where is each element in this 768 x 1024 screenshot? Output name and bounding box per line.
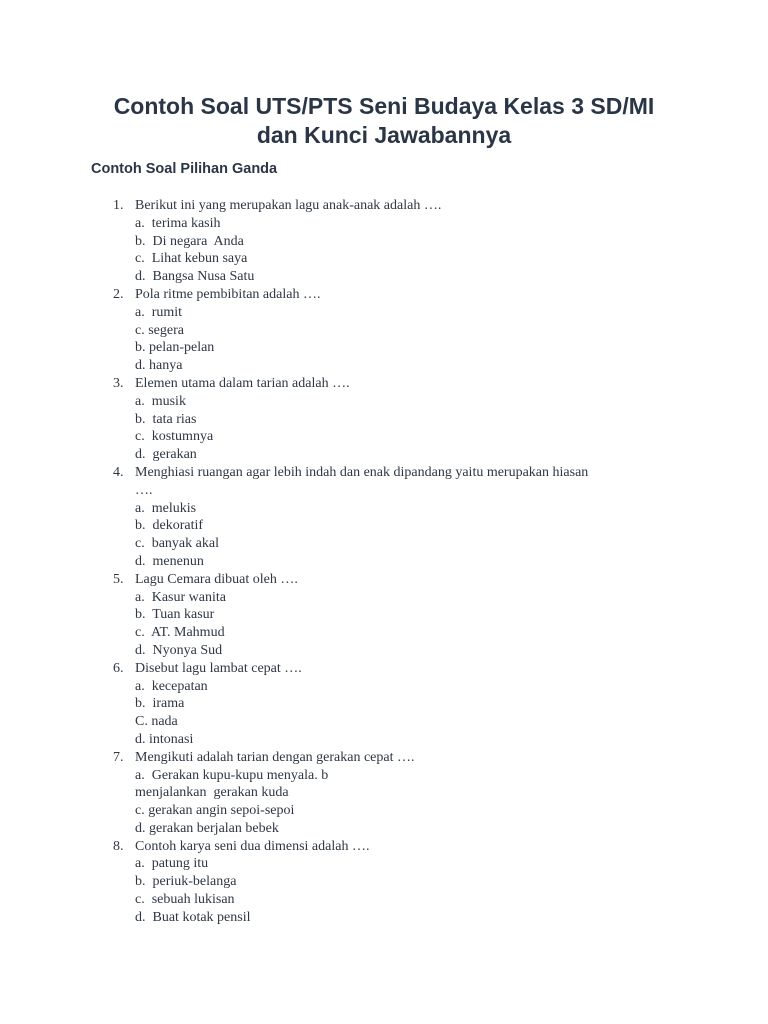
answer-option: b. tata rias	[135, 411, 197, 427]
answer-option: a. melukis	[135, 500, 197, 516]
answer-option: menjalankan gerakan kuda	[135, 785, 289, 801]
question-text: Menghiasi ruangan agar lebih indah dan enak dipandang yaitu merupakan hiasan	[135, 464, 589, 480]
answer-option: c. banyak akal	[135, 536, 219, 552]
question-item	[0, 571, 768, 660]
question-text: Contoh karya seni dua dimensi adalah ….	[135, 838, 370, 854]
answer-option: b. irama	[135, 696, 185, 712]
answer-option: c. gerakan angin sepoi-sepoi	[135, 803, 295, 819]
answer-option: b. Tuan kasur	[135, 607, 215, 623]
question-item	[0, 749, 768, 838]
answer-option: a. musik	[135, 393, 186, 409]
question-text: Elemen utama dalam tarian adalah ….	[135, 375, 350, 391]
answer-option: a. Kasur wanita	[135, 589, 226, 605]
answer-option: a. patung itu	[135, 856, 209, 872]
answer-option: a. terima kasih	[135, 215, 221, 231]
question-text-continuation: ….	[135, 482, 153, 498]
answer-option: c. Lihat kebun saya	[135, 251, 248, 267]
question-text: Pola ritme pembibitan adalah ….	[135, 286, 321, 302]
answer-option: d. Bangsa Nusa Satu	[135, 269, 255, 285]
question-item	[0, 286, 768, 375]
question-item	[0, 838, 768, 927]
question-text: Disebut lagu lambat cepat ….	[135, 660, 302, 676]
answer-option: c. AT. Mahmud	[135, 625, 225, 641]
answer-option: c. kostumnya	[135, 429, 214, 445]
answer-option: c. segera	[135, 322, 184, 338]
answer-option: d. menenun	[135, 553, 204, 569]
question-item	[0, 197, 768, 286]
question-text: Lagu Cemara dibuat oleh ….	[135, 571, 298, 587]
section-heading: Contoh Soal Pilihan Ganda	[91, 161, 278, 177]
answer-option: a. rumit	[135, 304, 183, 320]
title-line-2: dan Kunci Jawabannya	[256, 122, 512, 148]
answer-option: d. gerakan berjalan bebek	[135, 820, 279, 836]
question-item	[0, 660, 768, 749]
question-number: 7.	[113, 749, 124, 765]
question-number: 3.	[113, 375, 124, 391]
question-number: 6.	[113, 660, 124, 676]
question-text: Berikut ini yang merupakan lagu anak-anak adalah ….	[135, 198, 442, 213]
answer-option: a. kecepatan	[135, 678, 208, 694]
page-title	[0, 92, 768, 150]
answer-option: c. sebuah lukisan	[135, 892, 235, 908]
question-number: 4.	[113, 464, 124, 480]
question-number: 8.	[113, 838, 124, 854]
question-number: 1.	[113, 198, 124, 213]
question-number: 5.	[113, 571, 124, 587]
answer-option: d. intonasi	[135, 731, 194, 747]
answer-option: C. nada	[135, 714, 178, 730]
question-item	[0, 464, 768, 571]
question-text: Mengikuti adalah tarian dengan gerakan cepat ….	[135, 749, 415, 765]
answer-option: b. Di negara Anda	[135, 233, 244, 249]
question-item	[0, 375, 768, 464]
answer-option: d. hanya	[135, 358, 183, 374]
answer-option: b. pelan-pelan	[135, 340, 215, 356]
title-line-1: Contoh Soal UTS/PTS Seni Budaya Kelas 3 SD/MI	[113, 93, 655, 119]
answer-option: d. gerakan	[135, 447, 197, 463]
question-number: 2.	[113, 286, 124, 302]
answer-option: a. Gerakan kupu-kupu menyala. b	[135, 767, 329, 783]
answer-option: d. Nyonya Sud	[135, 642, 223, 658]
answer-option: d. Buat kotak pensil	[135, 909, 251, 925]
answer-option: b. dekoratif	[135, 518, 204, 534]
answer-option: b. periuk-belanga	[135, 874, 237, 890]
question-list	[0, 197, 768, 927]
